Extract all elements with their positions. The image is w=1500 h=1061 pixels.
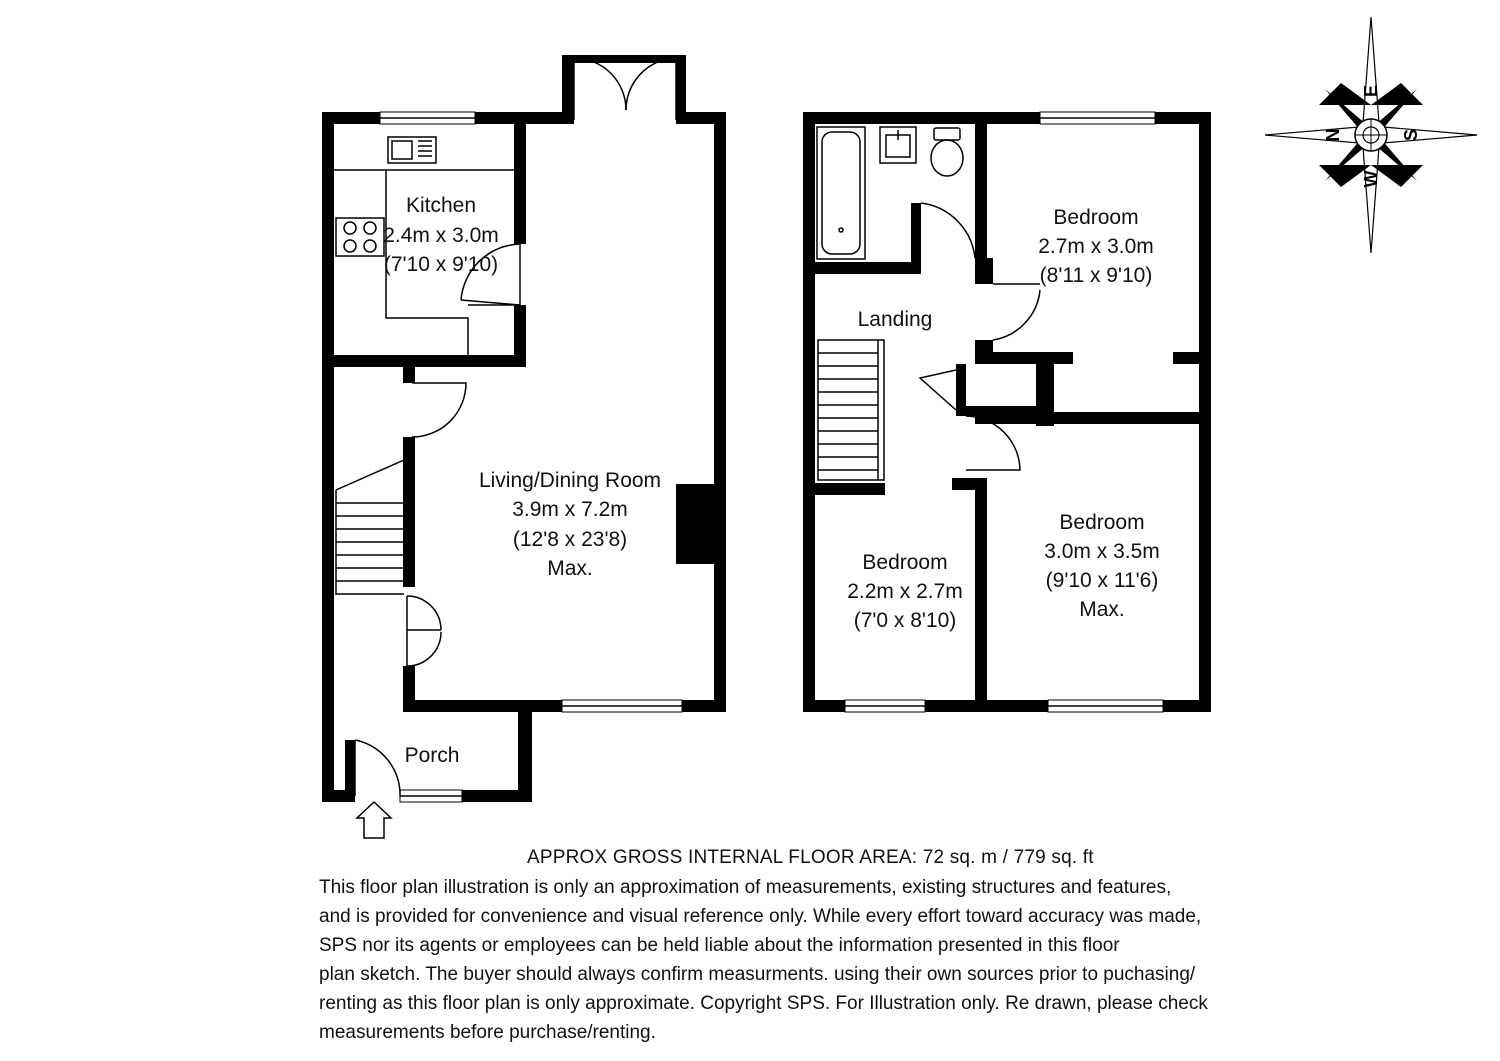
disclaimer-line: SPS nor its agents or employees can be held liable about the information presented in this floor xyxy=(319,935,1120,956)
porch-name: Porch xyxy=(404,744,460,767)
compass-w: W xyxy=(1361,170,1381,188)
bedroom-2-name: Bedroom xyxy=(1059,511,1145,534)
living-room-note: Max. xyxy=(547,557,593,580)
disclaimer-line: plan sketch. The buyer should always confirm measurments. using their own sources prior to puchasing/ xyxy=(319,964,1196,985)
bedroom-1-label xyxy=(1038,206,1154,287)
bedroom-3-imperial: (7'0 x 8'10) xyxy=(853,609,957,632)
ground-floor xyxy=(322,55,726,838)
bedroom-1-imperial: (8'11 x 9'10) xyxy=(1039,264,1153,287)
compass-n: N xyxy=(1323,128,1343,142)
living-room-imperial: (12'8 x 23'8) xyxy=(512,528,628,551)
bedroom-3-label xyxy=(847,551,963,632)
disclaimer-line: and is provided for convenience and visual reference only. While every effort toward accuracy was made, xyxy=(319,906,1202,927)
disclaimer xyxy=(319,873,1239,1047)
bedroom-2-note: Max. xyxy=(1079,598,1125,621)
living-room-label xyxy=(479,469,661,580)
disclaimer-line: measurements before purchase/renting. xyxy=(319,1022,656,1043)
compass-rose-icon xyxy=(1265,17,1477,253)
floor-area-text: APPROX GROSS INTERNAL FLOOR AREA: 72 sq. m / 779 sq. ft xyxy=(527,847,1094,868)
bedroom-1-name: Bedroom xyxy=(1053,206,1139,229)
kitchen-name: Kitchen xyxy=(405,194,477,217)
bedroom-1-metric: 2.7m x 3.0m xyxy=(1038,235,1154,258)
disclaimer-line: This floor plan illustration is only an approximation of measurements, existing structures and features, xyxy=(319,877,1172,898)
disclaimer-line: renting as this floor plan is only approximate. Copyright SPS. For Illustration only. Re drawn, please check xyxy=(319,993,1208,1014)
living-room-metric: 3.9m x 7.2m xyxy=(512,498,628,521)
compass-s: S xyxy=(1401,128,1421,142)
kitchen-metric: 2.4m x 3.0m xyxy=(383,224,499,247)
compass-e: E xyxy=(1361,84,1381,98)
kitchen-imperial: (7'10 x 9'10) xyxy=(383,253,499,276)
landing-label xyxy=(858,308,933,331)
porch-label xyxy=(405,744,460,767)
living-room-name: Living/Dining Room xyxy=(478,469,662,492)
kitchen-label xyxy=(383,194,499,276)
bedroom-3-name: Bedroom xyxy=(862,551,948,574)
bedroom-2-metric: 3.0m x 3.5m xyxy=(1044,540,1160,563)
bedroom-2-label xyxy=(1044,511,1160,621)
bedroom-2-imperial: (9'10 x 11'6) xyxy=(1045,569,1159,592)
landing-name: Landing xyxy=(857,308,933,331)
bedroom-3-metric: 2.2m x 2.7m xyxy=(847,580,963,603)
